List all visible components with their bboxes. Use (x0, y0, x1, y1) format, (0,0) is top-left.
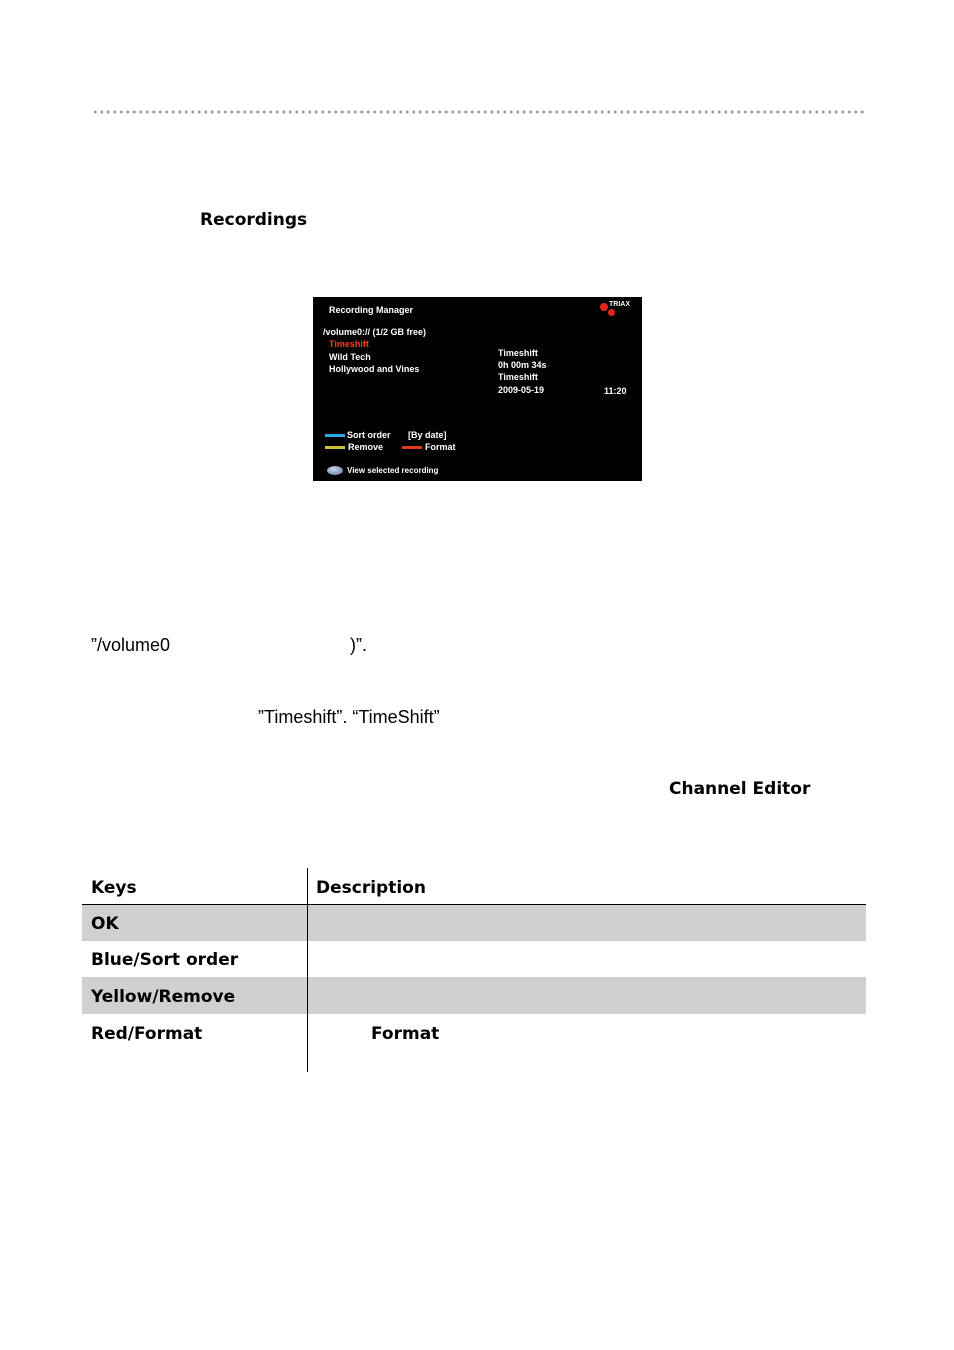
header-description: Description (316, 878, 426, 898)
table-row (82, 905, 866, 941)
dotted-divider (92, 110, 864, 114)
sort-order-label: Sort order (347, 430, 391, 440)
header-divider (82, 904, 866, 905)
key-cell: OK (91, 914, 119, 934)
channel-editor-label: Channel Editor (669, 779, 811, 799)
timeshift-quote: ”Timeshift”. “TimeShift” (258, 707, 440, 727)
volume-text-start: ”/volume0 (91, 635, 171, 655)
view-recording-label: View selected recording (347, 466, 439, 475)
header-keys: Keys (91, 878, 137, 898)
description-cell: Format (371, 1024, 440, 1044)
key-cell: Blue/Sort order (91, 950, 239, 970)
ok-button-icon (327, 466, 343, 475)
clock: 11:20 (604, 386, 627, 396)
yellow-key-icon (325, 446, 345, 449)
triax-logo-dot (608, 309, 615, 316)
logo-text: TRIAX (609, 301, 630, 308)
detail-channel: Timeshift (498, 372, 538, 382)
table-row (82, 1014, 866, 1072)
section-heading: Recordings (200, 210, 308, 230)
volume-line: /volume0:// (1/2 GB free) (323, 327, 427, 337)
recording-manager-screenshot (313, 297, 642, 481)
remove-label: Remove (348, 442, 384, 452)
key-cell: Red/Format (91, 1024, 203, 1044)
column-divider (307, 868, 308, 1072)
format-label: Format (425, 442, 456, 452)
sort-order-value: [By date] (408, 430, 447, 440)
recording-item[interactable]: Hollywood and Vines (329, 364, 420, 374)
triax-logo-icon (600, 303, 608, 311)
table-header-row (82, 868, 866, 904)
screen-title: Recording Manager (329, 305, 414, 315)
recording-item-selected[interactable]: Timeshift (329, 339, 369, 349)
key-cell: Yellow/Remove (91, 987, 236, 1007)
table-row (82, 977, 866, 1014)
detail-date: 2009-05-19 (498, 385, 545, 395)
table-row (82, 941, 866, 977)
blue-key-icon (325, 434, 345, 437)
detail-name: Timeshift (498, 348, 538, 358)
detail-duration: 0h 00m 34s (498, 360, 547, 370)
red-key-icon (402, 446, 422, 449)
volume-text-end: )”. (350, 635, 367, 655)
recording-item[interactable]: Wild Tech (329, 352, 371, 362)
